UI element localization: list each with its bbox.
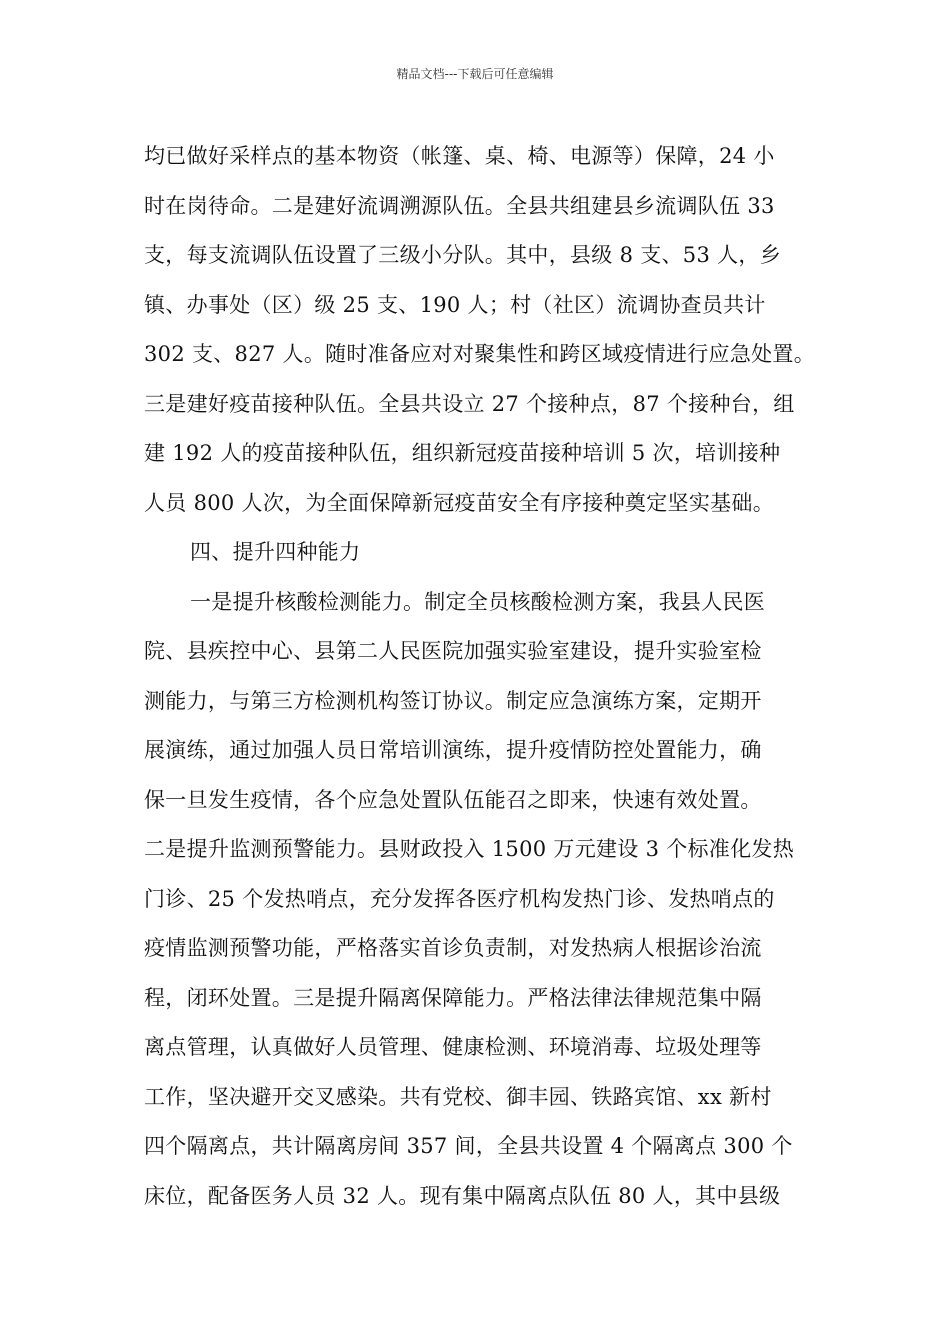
body-line: 支，每支流调队伍设置了三级小分队。其中，县级 8 支、53 人，乡 bbox=[144, 243, 782, 267]
page-header: 精品文档---下载后可任意编辑 bbox=[396, 67, 554, 81]
body-line: 程，闭环处置。三是提升隔离保障能力。严格法律法律规范集中隔 bbox=[144, 985, 762, 1010]
body-line: 二是提升监测预警能力。县财政投入 1500 万元建设 3 个标准化发热 bbox=[144, 837, 795, 861]
body-line: 时在岗待命。二是建好流调溯源队伍。全县共组建县乡流调队伍 33 bbox=[144, 193, 775, 218]
body-line: 302 支、827 人。随时准备应对对聚集性和跨区域疫情进行应急处置。 bbox=[144, 342, 816, 366]
body-line: 院、县疾控中心、县第二人民医院加强实验室建设，提升实验室检 bbox=[144, 639, 762, 663]
body-line: 保一旦发生疫情，各个应急处置队伍能召之即来，快速有效处置。 bbox=[144, 787, 762, 812]
body-line: 四个隔离点，共计隔离房间 357 间，全县共设置 4 个隔离点 300 个 bbox=[144, 1134, 793, 1158]
body-line: 镇、办事处（区）级 25 支、190 人；村（社区）流调协查员共计 bbox=[144, 292, 766, 317]
body-line: 建 192 人的疫苗接种队伍，组织新冠疫苗接种培训 5 次，培训接种 bbox=[144, 441, 781, 465]
body-line: 均已做好采样点的基本物资（帐篷、桌、椅、电源等）保障，24 小 bbox=[144, 144, 775, 168]
document-body bbox=[144, 132, 816, 1221]
paragraph-first-line: 一是提升核酸检测能力。制定全员核酸检测方案，我县人民医 bbox=[190, 589, 766, 614]
body-line: 三是建好疫苗接种队伍。全县共设立 27 个接种点，87 个接种台，组 bbox=[144, 391, 795, 416]
body-line: 疫情监测预警功能，严格落实首诊负责制，对发热病人根据诊治流 bbox=[144, 936, 762, 960]
body-line: 人员 800 人次，为全面保障新冠疫苗安全有序接种奠定坚实基础。 bbox=[144, 490, 775, 515]
body-line: 门诊、25 个发热哨点，充分发挥各医疗机构发热门诊、发热哨点的 bbox=[144, 886, 775, 911]
body-line: 展演练，通过加强人员日常培训演练，提升疫情防控处置能力，确 bbox=[144, 738, 762, 762]
body-line: 测能力，与第三方检测机构签订协议。制定应急演练方案，定期开 bbox=[144, 688, 762, 713]
body-line: 工作，坚决避开交叉感染。共有党校、御丰园、铁路宾馆、xx 新村 bbox=[144, 1084, 772, 1109]
body-line: 离点管理，认真做好人员管理、健康检测、环境消毒、垃圾处理等 bbox=[144, 1035, 762, 1059]
body-line: 床位，配备医务人员 32 人。现有集中隔离点队伍 80 人，其中县级 bbox=[144, 1183, 781, 1208]
section-heading: 四、提升四种能力 bbox=[190, 540, 361, 564]
